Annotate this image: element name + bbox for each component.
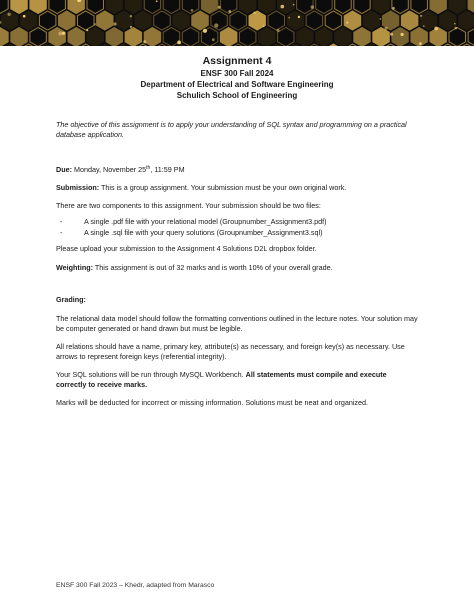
components-intro: There are two components to this assignment. Your submission should be two files:: [56, 201, 321, 210]
glow-dot: [7, 13, 10, 16]
department-name: Department of Electrical and Software Engineering: [140, 80, 334, 89]
hexagon-shape: [459, 11, 474, 30]
hexagon-shape: [78, 11, 95, 30]
glow-dot: [130, 15, 132, 17]
glow-dot: [214, 23, 218, 27]
glow-dot: [156, 0, 158, 2]
glow-dot: [177, 41, 181, 45]
glow-dot: [423, 25, 425, 27]
hexagon-shape: [373, 28, 390, 47]
hexagon-shape: [182, 0, 199, 14]
hexagon-shape: [325, 11, 341, 30]
hexagon-shape: [287, 11, 303, 30]
glow-dot: [218, 6, 221, 9]
components-list: [56, 217, 418, 238]
submission-text: This is a group assignment. Your submission must be your own original work.: [99, 183, 347, 192]
hexagon-shape: [211, 11, 227, 30]
hexagon-shape: [20, 11, 36, 30]
hexagon-shape: [278, 0, 294, 14]
due-time: , 11:59 PM: [150, 165, 185, 174]
hexagon-shape: [430, 28, 446, 47]
hexagon-shape: [335, 0, 352, 14]
hexagon-shape: [144, 28, 160, 47]
hexagon-shape: [382, 11, 398, 30]
grading-p3-text: Your SQL solutions will be run through MySQL Workbench.: [56, 370, 246, 379]
hexagon-shape: [449, 0, 466, 14]
hexagon-shape: [68, 0, 84, 14]
school-name: Schulich School of Engineering: [176, 91, 298, 100]
glow-dot: [311, 5, 314, 8]
glow-dot: [346, 22, 348, 24]
hexagon-shape: [249, 11, 265, 30]
glow-dot: [281, 5, 285, 9]
upload-instructions: Please upload your submission to the Assignment 4 Solutions D2L dropbox folder.: [56, 244, 317, 253]
list-item: [56, 228, 418, 239]
hexagon-shape: [30, 0, 46, 14]
hexagon-shape: [344, 11, 361, 30]
glow-dot: [263, 25, 265, 27]
glow-dot: [113, 22, 116, 25]
hexagon-shape: [306, 11, 323, 30]
glow-dot: [228, 10, 231, 13]
hexagon-shape: [240, 0, 256, 14]
due-line: [56, 165, 418, 175]
hexagon-shape: [135, 11, 151, 30]
hexagon-shape: [297, 0, 314, 14]
glow-dot: [401, 33, 404, 36]
hexagon-shape: [125, 0, 142, 14]
hexagon-shape: [49, 0, 66, 14]
hexagon-shape: [59, 11, 75, 30]
hexagon-shape: [39, 11, 56, 30]
submission-line: [56, 183, 418, 193]
hexagon-shape: [97, 11, 113, 30]
hexagon-shape: [173, 11, 189, 30]
list-item-text: A single .pdf file with your relational model (Groupnumber_Assignment3.pdf): [84, 217, 327, 226]
weighting-text: This assignment is out of 32 marks and is worth 10% of your overall grade.: [93, 263, 333, 272]
hexagon-shape: [230, 11, 247, 30]
hexagon-shape: [87, 28, 104, 47]
hexagon-shape: [0, 28, 8, 47]
hexagon-shape: [392, 28, 408, 47]
submission-label: Submission:: [56, 183, 100, 192]
hexagon-shape: [373, 0, 390, 14]
list-item: [56, 217, 418, 228]
glow-dot: [420, 15, 422, 17]
title-block: [0, 55, 474, 101]
hexagon-shape: [201, 0, 217, 14]
grading-p3-emphasis: All statements must compile and execute correctly to receive marks.: [56, 370, 387, 389]
glow-dot: [419, 42, 422, 45]
glow-dot: [94, 23, 96, 25]
hexagon-shape: [411, 0, 428, 14]
objective-text: The objective of this assignment is to apply your understanding of SQL syntax and programming on a practical database application.: [56, 120, 407, 139]
hexagon-shape: [106, 0, 122, 14]
course-name: ENSF 300 Fall 2024: [200, 69, 274, 78]
glow-dot: [62, 32, 65, 35]
hexagon-shape: [192, 11, 209, 30]
glow-dot: [380, 18, 382, 20]
due-label: Due:: [56, 165, 72, 174]
glow-dot: [130, 26, 132, 28]
hexagon-shape: [240, 28, 256, 47]
glow-dot: [58, 32, 62, 36]
glow-dot: [212, 38, 215, 41]
glow-dot: [434, 27, 438, 31]
glow-dot: [253, 12, 256, 15]
hexagon-shape: [116, 11, 133, 30]
hexagon-shape: [163, 0, 180, 14]
hexagon-shape: [154, 11, 171, 30]
hexagon-shape: [125, 28, 142, 47]
hexagon-shape: [144, 0, 160, 14]
hexagon-shape: [468, 28, 474, 47]
hexagon-shape: [316, 0, 332, 14]
glow-dot: [203, 29, 207, 33]
glow-dot: [293, 4, 295, 6]
hexagon-shape: [30, 28, 46, 47]
weighting-label: Weighting:: [56, 263, 93, 272]
glow-dot: [390, 33, 393, 36]
grading-paragraph-3: [56, 370, 418, 390]
hexagon-shape: [392, 0, 408, 14]
hexagon-shape: [87, 0, 104, 14]
hexagon-shape: [163, 28, 180, 47]
hexagon-shape: [106, 28, 122, 47]
glow-dot: [23, 15, 26, 18]
hexagon-shape: [182, 28, 199, 47]
glow-dot: [277, 29, 280, 32]
glow-dot: [86, 29, 88, 31]
hexagon-shape: [411, 28, 428, 47]
hexagon-shape: [335, 28, 352, 47]
hexagon-shape: [430, 0, 446, 14]
hexagon-shape: [259, 0, 276, 14]
list-item-text: A single .sql file with your query solutions (Groupnumber_Assignment3.sql): [84, 227, 323, 237]
hexagon-shape: [278, 28, 294, 47]
hexagon-shape: [354, 28, 370, 47]
page-footer: ENSF 300 Fall 2023 – Khedr, adapted from Marasco: [56, 582, 215, 589]
hexagon-shape: [401, 11, 418, 30]
hexagon-shape: [468, 0, 474, 14]
glow-dot: [454, 23, 456, 25]
hexagon-shape: [421, 11, 437, 30]
grading-paragraph-1: The relational data model should follow the formatting conventions outlined in the lecture notes. Your solution may be computer generated or hand drawn but must be legible.: [56, 314, 418, 333]
hexagon-shape: [0, 0, 8, 14]
glow-dot: [298, 16, 300, 18]
hexagon-shape: [354, 0, 370, 14]
glow-dot: [455, 27, 458, 30]
glow-dot: [288, 17, 290, 19]
hexagon-shape: [11, 0, 28, 14]
weighting-line: [56, 263, 418, 273]
grading-paragraph-2: All relations should have a name, primary key, attribute(s) as necessary, and foreign key(s) as necessary. Use arrows to represent foreign keys (referential integrity).: [56, 342, 405, 361]
grading-heading: Grading:: [56, 295, 86, 304]
hexagon-shape: [259, 28, 276, 47]
hexagon-shape: [49, 28, 66, 47]
hexagon-shape: [363, 11, 380, 30]
hexagon-shape: [11, 28, 28, 47]
header-banner: [0, 0, 474, 46]
glow-dot: [392, 7, 395, 10]
document-body: [56, 120, 418, 408]
list-bullet: -: [60, 217, 63, 226]
glow-dot: [385, 27, 388, 30]
hexagon-shape: [68, 28, 84, 47]
hexagon-shape: [297, 28, 314, 47]
hexagon-pattern-graphic: [0, 0, 474, 46]
glow-dot: [191, 9, 194, 12]
list-bullet: -: [60, 227, 63, 237]
assignment-title: Assignment 4: [202, 55, 272, 67]
hexagon-shape: [316, 28, 332, 47]
hexagon-shape: [440, 11, 457, 30]
hexagon-shape: [449, 28, 466, 47]
due-day: Monday, November 25: [73, 165, 147, 174]
due-day-suffix: th: [146, 165, 151, 171]
grading-paragraph-4: Marks will be deducted for incorrect or missing information. Solutions must be neat and organized.: [56, 398, 369, 407]
hexagon-shape: [220, 28, 237, 47]
glow-dot: [143, 40, 146, 43]
hexagon-shape: [268, 11, 285, 30]
